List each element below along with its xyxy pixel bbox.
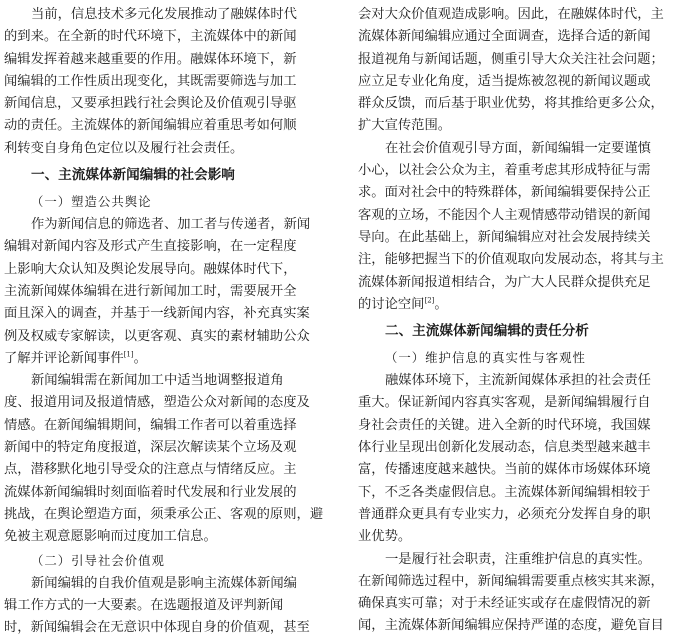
citation-ref: [2]: [424, 296, 435, 305]
paragraph-line: 的到来。在全新的时代环境下，主流媒体中的新闻: [4, 29, 297, 45]
paragraph-line: 注，能够把握当下的价值观取向发展动态，将其与主: [358, 252, 664, 268]
paragraph-line: 融媒体环境下，主流新闻媒体承担的社会责任: [385, 373, 651, 389]
paragraph-line: 情感。在新闻编辑期间，编辑工作者可以着重选择: [4, 417, 297, 433]
paragraph-line: 新闻编辑需在新闻加工中适当地调整报道角: [31, 373, 284, 389]
paragraph-text: 。: [133, 350, 147, 366]
section-heading-1: 一、主流媒体新闻编辑的社会影响: [31, 167, 235, 184]
paragraph-line: 业优势。: [358, 529, 412, 545]
left-column: [4, 4, 334, 639]
paragraph-line: 主流新闻媒体编辑在进行新闻加工时，需要展开全: [4, 283, 297, 299]
paragraph-line: 求。面对社会中的特殊群体，新闻编辑要保持公正: [358, 185, 651, 201]
paragraph-line: 度、报道用词及报道情感，塑造公众对新闻的态度及: [4, 395, 310, 411]
right-column: [358, 4, 688, 638]
paragraph-line: 动的责任。主流媒体的新闻编辑应着重思考如何顺: [4, 118, 297, 134]
paragraph-line: 身社会责任的关键。进入全新的时代环境，我国媒: [358, 417, 651, 433]
paragraph-line: 在新闻筛选过程中，新闻编辑需要重点核实其来源，: [358, 573, 664, 589]
paragraph-text: 。: [434, 296, 448, 312]
paragraph-line: 一是履行社会职责，注重维护信息的真实性。: [385, 551, 651, 567]
paragraph-line: 利转变自身角色定位以及履行社会责任。: [4, 140, 244, 156]
paragraph-line: 点，潜移默化地引导受众的注意点与情绪反应。主: [4, 462, 297, 478]
paragraph-line: 流媒体新闻报道相结合，为广大人民群众提供充足: [358, 274, 651, 290]
paragraph-line: 在社会价值观引导方面，新闻编辑一定要谨慎: [385, 140, 651, 156]
paragraph-line: 客观的立场，不能因个人主观情感带动错误的新闻: [358, 207, 651, 223]
paragraph-line: 时，新闻编辑会在无意识中体现自身的价值观，甚至: [4, 620, 310, 636]
paragraph-line: 下，不乏各类虚假信息。主流媒体新闻编辑相较于: [358, 484, 651, 500]
paragraph-line: 确保真实可靠；对于未经证实或存在虚假情况的新: [358, 596, 651, 612]
paragraph-line: 辑工作方式的一大要素。在选题报道及评判新闻: [4, 597, 284, 613]
paragraph-line: 扩大宣传范围。: [358, 118, 452, 134]
paragraph-line: 上影响大众认知及舆论发展导向。融媒体时代下，: [4, 261, 297, 277]
paragraph-line: 新闻信息，又要承担践行社会舆论及价值观引导驱: [4, 96, 297, 112]
subsection-heading: （一）维护信息的真实性与客观性: [385, 350, 586, 366]
paragraph-line: 面且深入的调查，并基于一线新闻内容，补充真实案: [4, 306, 310, 322]
subsection-heading: （二）引导社会价值观: [31, 552, 165, 568]
citation-ref: [1]: [123, 350, 134, 359]
paragraph-line: 免被主观意愿影响而过度加工信息。: [4, 529, 217, 545]
paragraph-line: 编辑发挥着越来越重要的作用。融媒体环境下，新: [4, 51, 297, 67]
paragraph-line: 当前，信息技术多元化发展推动了融媒体时代: [31, 7, 297, 22]
paragraph-line: 富，传播速度越来越快。当前的媒体市场媒体环境: [358, 462, 651, 478]
paragraph-line: 新闻编辑的自我价值观是影响主流媒体新闻编: [31, 575, 297, 591]
paragraph-line: 群众反馈，而后基于职业优势，将其推给更多公众，: [358, 96, 664, 112]
paragraph-line: 普通群众更具有专业实力，必须充分发挥自身的职: [358, 506, 651, 522]
paragraph-line: 闻，主流媒体新闻编辑应保持严谨的态度，避免盲目: [358, 618, 664, 634]
paragraph-line: 编辑对新闻内容及形式产生直接影响，在一定程度: [4, 239, 297, 255]
paragraph-line: 小心，以社会公众为主，着重考虑其形成特征与需: [358, 163, 651, 179]
paragraph-line: 重大。保证新闻内容真实客观，是新闻编辑履行自: [358, 395, 651, 411]
paragraph-text: 的讨论空间: [358, 296, 425, 312]
paragraph-line: 会对大众价值观造成影响。因此，在融媒体时代，主: [358, 7, 664, 22]
section-heading-2: 二、主流媒体新闻编辑的责任分析: [385, 323, 589, 340]
paragraph-line: 流媒体新闻编辑应通过全面调查，选择合适的新闻: [358, 29, 651, 45]
paragraph-line: 流媒体新闻编辑时刻面临着时代发展和行业发展的: [4, 484, 297, 500]
paragraph-line: 例及权威专家解读，以更客观、真实的素材辅助公众: [4, 328, 310, 344]
paragraph-line: 体行业呈现出创新化发展动态，信息类型越来越丰: [358, 440, 651, 456]
paragraph-line: 闻编辑的工作性质出现变化，其既需要筛选与加工: [4, 73, 297, 89]
paragraph-line: 新闻中的特定角度报道，深层次解读某个立场及观: [4, 440, 297, 456]
paragraph-line: [358, 294, 688, 316]
paragraph-line: 作为新闻信息的筛选者、加工者与传递者，新闻: [31, 217, 311, 233]
paragraph-line: 报道视角与新闻话题，侧重引导大众关注社会问题；: [358, 51, 664, 67]
paragraph-line: 挑战，在舆论塑造方面，须秉承公正、客观的原则，避: [4, 506, 324, 522]
subsection-heading: （一）塑造公共舆论: [31, 194, 152, 210]
paragraph-text: 了解并评论新闻事件: [4, 350, 124, 366]
paragraph-line: 导向。在此基础上，新闻编辑应对社会发展持续关: [358, 229, 651, 245]
paragraph-line: [4, 348, 334, 370]
paragraph-line: 应立足专业化角度，适当提炼被忽视的新闻议题或: [358, 73, 651, 89]
